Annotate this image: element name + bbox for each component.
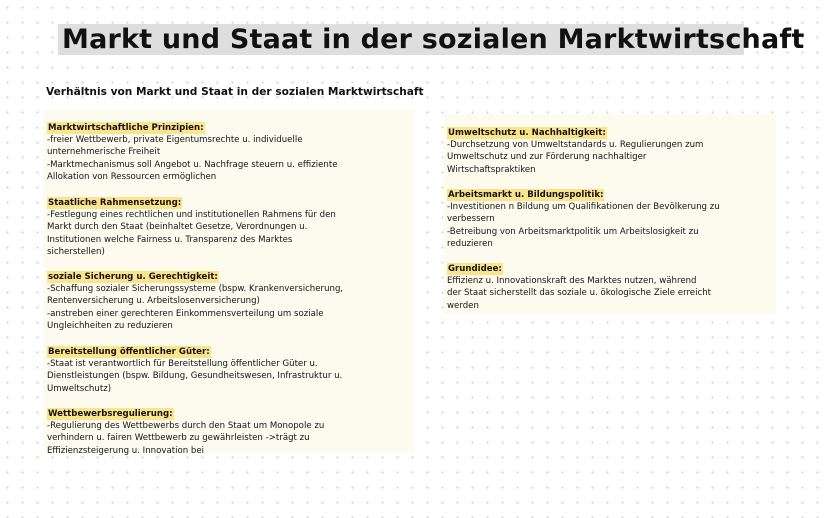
section-heading: Bereitstellung öffentlicher Güter: <box>48 347 210 357</box>
section-heading: Wettbewerbsregulierung: <box>48 409 173 419</box>
section-arbeitsmarkt <box>447 182 775 250</box>
section-heading: Marktwirtschaftliche Prinzipien: <box>48 123 204 133</box>
section-staatliche-rahmensetzung <box>47 190 413 258</box>
section-body: -freier Wettbewerb, private Eigentumsrechte u. individuelle unternehmerische Freiheit -Marktmechanismus soll Angebot u. Nachfrage steuern u. effiziente Allokation von Ressourcen ermöglichen <box>47 135 338 182</box>
section-heading: Grundidee: <box>448 264 502 274</box>
section-body: -Schaffung sozialer Sicherungssysteme (bspw. Krankenversicherung, Rentenversicherung u. Arbeitslosenversicherung) -anstreben einer gerechteren Einkommensverteilung um soziale Ungleichheiten zu reduzieren <box>47 284 344 331</box>
section-body: -Investitionen n Bildung um Qualifikationen der Bevölkerung zu verbessern -Betreibung von Arbeitsmarktpolitik um Arbeitslosigkeit zu reduzieren <box>447 202 720 249</box>
section-umweltschutz <box>447 120 775 176</box>
section-grundidee <box>447 256 775 312</box>
section-body: -Durchsetzung von Umweltstandards u. Regulierungen zum Umweltschutz und zur Förderung nachhaltiger Wirtschaftspraktiken <box>447 140 704 175</box>
section-soziale-sicherung <box>47 264 413 332</box>
page-subtitle: Verhältnis von Markt und Staat in der sozialen Marktwirtschaft <box>46 86 424 98</box>
section-heading: soziale Sicherung u. Gerechtigkeit: <box>48 272 218 282</box>
section-body: Effizienz u. Innovationskraft des Marktes nutzen, während der Staat sicherstellt das soziale u. ökologische Ziele erreicht werden <box>447 276 712 311</box>
section-body: -Regulierung des Wettbewerbs durch den Staat um Monopole zu verhindern u. fairen Wettbewerb zu gewährleisten ->trägt zu Effizienzsteigerung u. Innovation bei <box>47 421 325 456</box>
section-heading: Staatliche Rahmensetzung: <box>48 198 182 208</box>
section-body: -Staat ist verantwortlich für Bereitstellung öffentlicher Güter u. Dienstleistungen (bspw. Bildung, Gesundheitswesen, Infrastruktur u. Umweltschutz) <box>47 359 343 394</box>
section-heading: Arbeitsmarkt u. Bildungspolitik: <box>448 190 604 200</box>
section-marktwirtschaftliche-prinzipien <box>47 115 413 183</box>
section-heading: Umweltschutz u. Nachhaltigkeit: <box>448 128 606 138</box>
section-body: -Festlegung eines rechtlichen und institutionellen Rahmens für den Markt durch den Staat (beinhaltet Gesetze, Verordnungen u. Institutionen welche Fairness u. Transparenz des Marktes sicherstellen) <box>47 210 336 257</box>
page-title: Markt und Staat in der sozialen Marktwirtschaft <box>62 24 805 55</box>
section-wettbewerbsregulierung <box>47 401 413 457</box>
section-oeffentliche-gueter <box>47 339 413 395</box>
